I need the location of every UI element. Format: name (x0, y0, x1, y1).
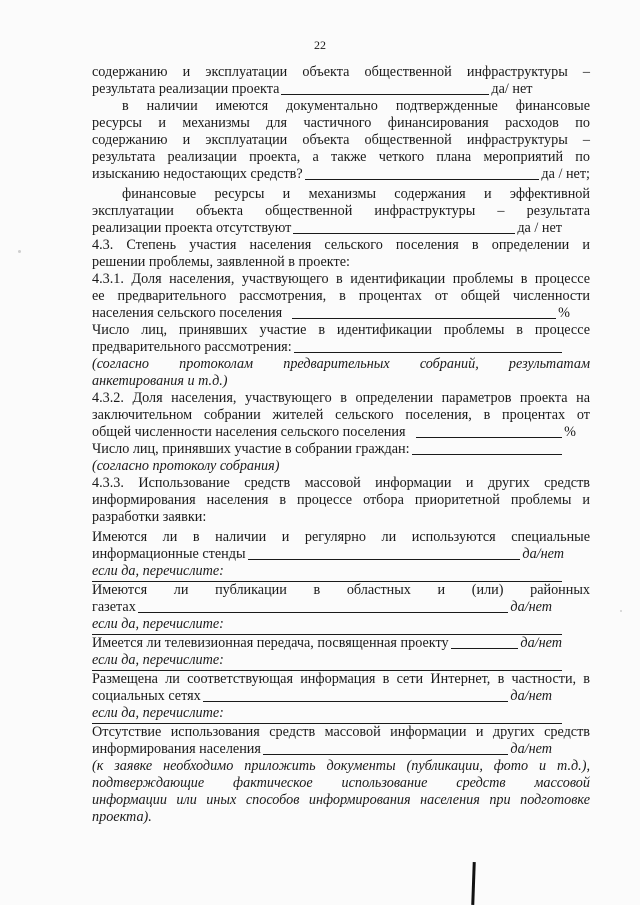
answer-line (92, 546, 564, 563)
section-heading: 4.3. Степень участия населения сельского поселения в определении и (92, 237, 590, 253)
note-line: информации или иных способов информирования населения при подготовке (92, 792, 590, 808)
page-number: 22 (314, 38, 326, 52)
text-line: 4.3.1. Доля населения, участвующего в идентификации проблемы в процессе (92, 271, 590, 287)
text-line: содержанию и эксплуатации объекта общественной инфраструктуры – (92, 64, 590, 80)
text-line: решении проблемы, заявленной в проекте: (92, 254, 350, 270)
answer-line (92, 599, 552, 616)
note-line: (к заявке необходимо приложить документы (публикации, фото и т.д.), (92, 758, 590, 774)
answer-line (92, 741, 552, 758)
scan-speck (18, 250, 21, 253)
text-line: 4.3.2. Доля населения, участвующего в определении параметров проекта на (92, 390, 590, 406)
text-line: Число лиц, принявших участие в идентификации проблемы в процессе (92, 322, 590, 338)
text-line: информирования населения в процессе отбора приоритетной проблемы и (92, 492, 590, 508)
field-label: реализации проекта отсутствуют (92, 220, 292, 236)
answer-line (92, 339, 564, 356)
yes-no-option: да/нет (510, 688, 552, 704)
text-line: содержанию и эксплуатации объекта общественной инфраструктуры – (92, 132, 590, 148)
field-label: изысканию недостающих средств? (92, 166, 303, 182)
blank-field[interactable] (203, 700, 509, 702)
percent-sign: % (564, 424, 576, 440)
yes-no-option: да/нет (522, 546, 564, 562)
note-line: (согласно протоколу собрания) (92, 458, 280, 474)
text-line: Имеются ли публикации в областных и (или) районных (92, 582, 590, 598)
text-line: финансовые ресурсы и механизмы содержания и эффективной (122, 186, 590, 202)
text-line: результата реализации проекта, а также четкого плана мероприятий по (92, 149, 590, 165)
field-label: социальных сетях (92, 688, 201, 704)
blank-field[interactable] (292, 317, 556, 319)
blank-field[interactable] (281, 93, 489, 95)
text-line: Размещена ли соответствующая информация в сети Интернет, в частности, в (92, 671, 590, 687)
blank-field[interactable] (412, 453, 562, 455)
note-line: если да, перечислите: (92, 705, 224, 721)
note-line: если да, перечислите: (92, 563, 224, 579)
scan-speck (620, 610, 622, 612)
field-label: Число лиц, принявших участие в собрании граждан: (92, 441, 410, 457)
blank-field[interactable] (451, 647, 519, 649)
answer-line (92, 635, 562, 652)
note-line: подтверждающие фактическое использование средств массовой (92, 775, 590, 791)
text-line: Отсутствие использования средств массовой информации и других средств (92, 724, 590, 740)
document-body (92, 64, 590, 826)
blank-field[interactable] (248, 558, 521, 560)
blank-field[interactable] (416, 436, 563, 438)
blank-field[interactable] (138, 611, 509, 613)
field-label: Имеется ли телевизионная передача, посвященная проекту (92, 635, 449, 651)
field-label: населения сельского поселения (92, 305, 283, 321)
field-label: предварительного рассмотрения: (92, 339, 292, 355)
answer-line (92, 81, 590, 98)
text-line: ее предварительного рассмотрения, в процентах от общей численности (92, 288, 590, 304)
blank-field[interactable] (293, 232, 515, 234)
text-line: эксплуатации объекта общественной инфраструктуры – результата (92, 203, 590, 219)
text-line: разработки заявки: (92, 509, 207, 525)
answer-line (92, 166, 590, 183)
text-line: Имеются ли в наличии и регулярно ли используются специальные (92, 529, 590, 545)
text-line: 4.3.3. Использование средств массовой информации и других средств (92, 475, 590, 491)
text-line: ресурсы и механизмы для частичного финансирования расходов по (92, 115, 590, 131)
signature-stroke (471, 862, 475, 905)
yes-no-option: да/нет (510, 599, 552, 615)
blank-field[interactable] (263, 753, 508, 755)
note-line: анкетирования и т.д.) (92, 373, 228, 389)
blank-field[interactable] (305, 178, 540, 180)
note-line: проекта). (92, 809, 152, 825)
answer-line (92, 424, 576, 441)
answer-line (92, 441, 564, 458)
text-line: в наличии имеются документально подтвержденные финансовые (122, 98, 590, 114)
yes-no-option: да / нет (517, 220, 562, 236)
field-label: общей численности населения сельского поселения (92, 424, 406, 440)
field-label: газетах (92, 599, 136, 615)
field-label: результата реализации проекта (92, 81, 280, 97)
note-line: если да, перечислите: (92, 616, 224, 632)
field-label: информирования населения (92, 741, 261, 757)
note-line: (согласно протоколам предварительных собраний, результатам (92, 356, 590, 372)
note-line: если да, перечислите: (92, 652, 224, 668)
text-line: заключительном собрании жителей сельского поселения, в процентах от (92, 407, 590, 423)
yes-no-option: да/нет (510, 741, 552, 757)
blank-field[interactable] (294, 351, 562, 353)
yes-no-option: да/ нет (491, 81, 533, 97)
answer-line (92, 220, 562, 237)
percent-sign: % (558, 305, 570, 321)
yes-no-option: да/нет (520, 635, 562, 651)
answer-line (92, 305, 570, 322)
field-label: информационные стенды (92, 546, 246, 562)
answer-line (92, 688, 552, 705)
yes-no-option: да / нет; (541, 166, 590, 182)
